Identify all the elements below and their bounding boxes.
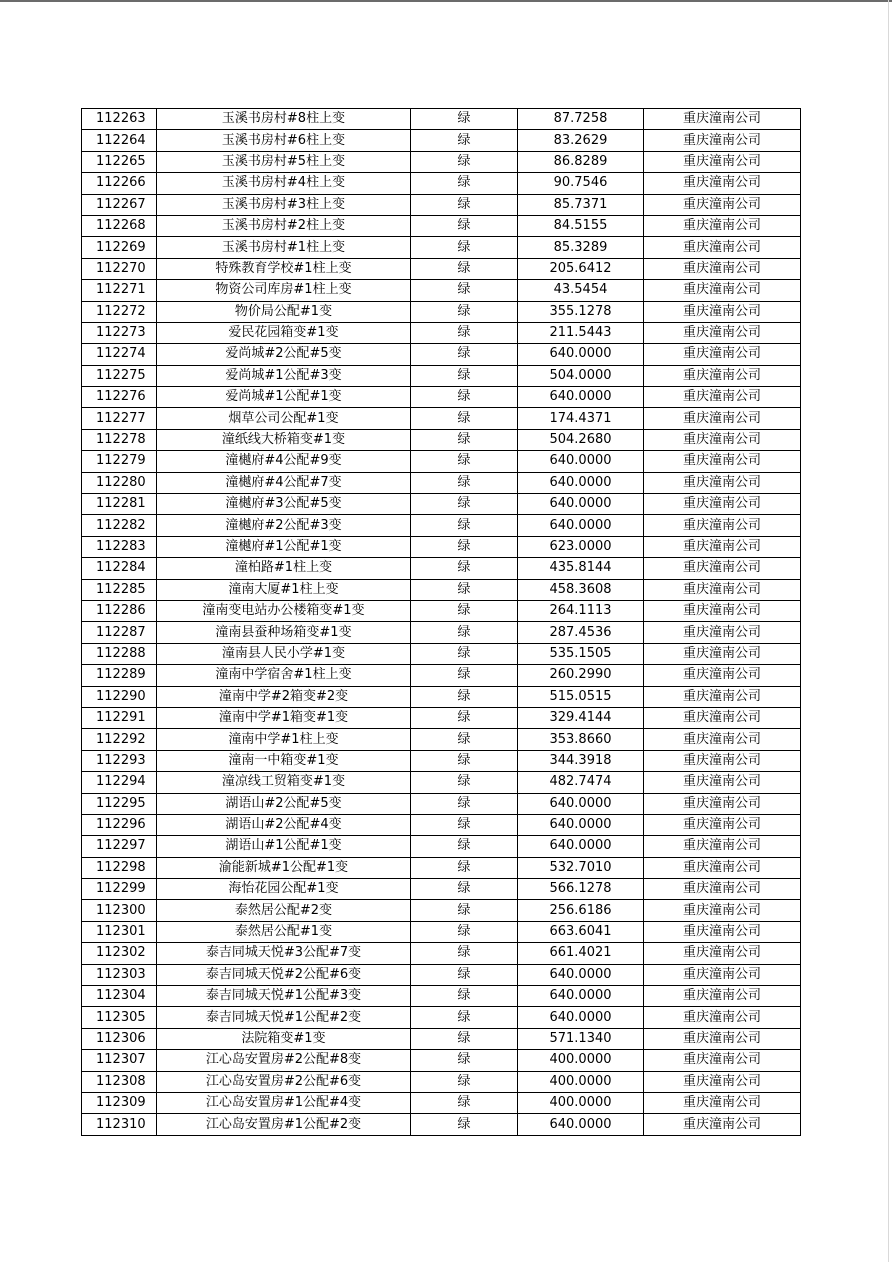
cell-value: 87.7258 xyxy=(518,109,644,130)
cell-id: 112266 xyxy=(82,173,157,194)
cell-id: 112293 xyxy=(82,750,157,771)
table-body xyxy=(82,109,801,1136)
cell-value: 84.5155 xyxy=(518,215,644,236)
cell-id: 112287 xyxy=(82,622,157,643)
cell-status: 绿 xyxy=(411,643,518,664)
cell-company: 重庆潼南公司 xyxy=(644,365,801,386)
cell-id: 112269 xyxy=(82,237,157,258)
cell-id: 112292 xyxy=(82,729,157,750)
cell-value: 90.7546 xyxy=(518,173,644,194)
table-row xyxy=(82,194,801,215)
cell-device-name: 潼纸线大桥箱变#1变 xyxy=(157,429,411,450)
cell-id: 112296 xyxy=(82,814,157,835)
cell-device-name: 潼樾府#3公配#5变 xyxy=(157,494,411,515)
cell-status: 绿 xyxy=(411,109,518,130)
table-row xyxy=(82,151,801,172)
cell-id: 112308 xyxy=(82,1071,157,1092)
cell-value: 640.0000 xyxy=(518,451,644,472)
cell-value: 623.0000 xyxy=(518,536,644,557)
cell-company: 重庆潼南公司 xyxy=(644,1114,801,1135)
cell-id: 112282 xyxy=(82,515,157,536)
cell-device-name: 潼柏路#1柱上变 xyxy=(157,558,411,579)
cell-company: 重庆潼南公司 xyxy=(644,900,801,921)
cell-value: 640.0000 xyxy=(518,814,644,835)
table-row xyxy=(82,665,801,686)
cell-value: 640.0000 xyxy=(518,344,644,365)
cell-device-name: 潼樾府#4公配#9变 xyxy=(157,451,411,472)
cell-value: 571.1340 xyxy=(518,1028,644,1049)
cell-device-name: 爱尚城#1公配#1变 xyxy=(157,387,411,408)
cell-company: 重庆潼南公司 xyxy=(644,536,801,557)
cell-company: 重庆潼南公司 xyxy=(644,943,801,964)
cell-status: 绿 xyxy=(411,1071,518,1092)
cell-status: 绿 xyxy=(411,194,518,215)
cell-status: 绿 xyxy=(411,1050,518,1071)
table-row xyxy=(82,600,801,621)
cell-device-name: 湖语山#2公配#5变 xyxy=(157,793,411,814)
cell-value: 260.2990 xyxy=(518,665,644,686)
table-row xyxy=(82,921,801,942)
cell-company: 重庆潼南公司 xyxy=(644,194,801,215)
cell-device-name: 泰吉同城天悦#1公配#3变 xyxy=(157,986,411,1007)
cell-company: 重庆潼南公司 xyxy=(644,408,801,429)
table-row xyxy=(82,215,801,236)
cell-value: 640.0000 xyxy=(518,836,644,857)
cell-id: 112270 xyxy=(82,258,157,279)
cell-id: 112271 xyxy=(82,280,157,301)
cell-company: 重庆潼南公司 xyxy=(644,494,801,515)
cell-id: 112297 xyxy=(82,836,157,857)
table-row xyxy=(82,280,801,301)
cell-company: 重庆潼南公司 xyxy=(644,258,801,279)
cell-status: 绿 xyxy=(411,943,518,964)
cell-device-name: 物价局公配#1变 xyxy=(157,301,411,322)
cell-company: 重庆潼南公司 xyxy=(644,173,801,194)
cell-status: 绿 xyxy=(411,1028,518,1049)
cell-device-name: 潼南一中箱变#1变 xyxy=(157,750,411,771)
cell-company: 重庆潼南公司 xyxy=(644,643,801,664)
cell-value: 287.4536 xyxy=(518,622,644,643)
cell-company: 重庆潼南公司 xyxy=(644,665,801,686)
table-row xyxy=(82,643,801,664)
cell-id: 112265 xyxy=(82,151,157,172)
cell-company: 重庆潼南公司 xyxy=(644,836,801,857)
cell-device-name: 潼樾府#1公配#1变 xyxy=(157,536,411,557)
cell-value: 640.0000 xyxy=(518,472,644,493)
cell-status: 绿 xyxy=(411,857,518,878)
cell-status: 绿 xyxy=(411,793,518,814)
cell-company: 重庆潼南公司 xyxy=(644,772,801,793)
cell-device-name: 泰吉同城天悦#2公配#6变 xyxy=(157,964,411,985)
cell-device-name: 潼凉线工贸箱变#1变 xyxy=(157,772,411,793)
cell-company: 重庆潼南公司 xyxy=(644,151,801,172)
cell-device-name: 泰吉同城天悦#1公配#2变 xyxy=(157,1007,411,1028)
cell-value: 256.6186 xyxy=(518,900,644,921)
table-row xyxy=(82,1092,801,1113)
cell-company: 重庆潼南公司 xyxy=(644,387,801,408)
cell-id: 112306 xyxy=(82,1028,157,1049)
cell-value: 329.4144 xyxy=(518,707,644,728)
cell-device-name: 潼南中学宿舍#1柱上变 xyxy=(157,665,411,686)
cell-company: 重庆潼南公司 xyxy=(644,1050,801,1071)
cell-company: 重庆潼南公司 xyxy=(644,707,801,728)
cell-value: 663.6041 xyxy=(518,921,644,942)
cell-status: 绿 xyxy=(411,836,518,857)
cell-company: 重庆潼南公司 xyxy=(644,280,801,301)
cell-device-name: 玉溪书房村#8柱上变 xyxy=(157,109,411,130)
cell-device-name: 江心岛安置房#1公配#2变 xyxy=(157,1114,411,1135)
table-row xyxy=(82,900,801,921)
cell-company: 重庆潼南公司 xyxy=(644,130,801,151)
cell-status: 绿 xyxy=(411,322,518,343)
table-row xyxy=(82,579,801,600)
cell-value: 353.8660 xyxy=(518,729,644,750)
cell-device-name: 潼南县蚕种场箱变#1变 xyxy=(157,622,411,643)
cell-company: 重庆潼南公司 xyxy=(644,1092,801,1113)
cell-company: 重庆潼南公司 xyxy=(644,344,801,365)
cell-device-name: 潼南变电站办公楼箱变#1变 xyxy=(157,600,411,621)
cell-device-name: 潼南中学#1箱变#1变 xyxy=(157,707,411,728)
cell-device-name: 玉溪书房村#6柱上变 xyxy=(157,130,411,151)
cell-id: 112305 xyxy=(82,1007,157,1028)
cell-value: 174.4371 xyxy=(518,408,644,429)
cell-status: 绿 xyxy=(411,173,518,194)
cell-value: 86.8289 xyxy=(518,151,644,172)
cell-device-name: 潼南大厦#1柱上变 xyxy=(157,579,411,600)
cell-company: 重庆潼南公司 xyxy=(644,814,801,835)
cell-status: 绿 xyxy=(411,301,518,322)
cell-value: 355.1278 xyxy=(518,301,644,322)
cell-value: 661.4021 xyxy=(518,943,644,964)
cell-value: 566.1278 xyxy=(518,879,644,900)
cell-status: 绿 xyxy=(411,451,518,472)
cell-company: 重庆潼南公司 xyxy=(644,600,801,621)
cell-value: 344.3918 xyxy=(518,750,644,771)
table-row xyxy=(82,536,801,557)
cell-value: 435.8144 xyxy=(518,558,644,579)
cell-id: 112295 xyxy=(82,793,157,814)
cell-status: 绿 xyxy=(411,215,518,236)
cell-device-name: 江心岛安置房#2公配#6变 xyxy=(157,1071,411,1092)
cell-id: 112273 xyxy=(82,322,157,343)
table-row xyxy=(82,986,801,1007)
cell-status: 绿 xyxy=(411,472,518,493)
cell-device-name: 湖语山#1公配#1变 xyxy=(157,836,411,857)
cell-status: 绿 xyxy=(411,921,518,942)
table-row xyxy=(82,387,801,408)
table-row xyxy=(82,1028,801,1049)
cell-status: 绿 xyxy=(411,365,518,386)
cell-company: 重庆潼南公司 xyxy=(644,515,801,536)
cell-device-name: 潼樾府#2公配#3变 xyxy=(157,515,411,536)
cell-value: 640.0000 xyxy=(518,986,644,1007)
cell-company: 重庆潼南公司 xyxy=(644,857,801,878)
table-row xyxy=(82,237,801,258)
cell-company: 重庆潼南公司 xyxy=(644,793,801,814)
cell-value: 532.7010 xyxy=(518,857,644,878)
table-row xyxy=(82,109,801,130)
cell-status: 绿 xyxy=(411,622,518,643)
cell-company: 重庆潼南公司 xyxy=(644,558,801,579)
cell-status: 绿 xyxy=(411,750,518,771)
cell-id: 112302 xyxy=(82,943,157,964)
cell-id: 112285 xyxy=(82,579,157,600)
cell-device-name: 玉溪书房村#3柱上变 xyxy=(157,194,411,215)
cell-status: 绿 xyxy=(411,964,518,985)
table-row xyxy=(82,622,801,643)
cell-status: 绿 xyxy=(411,772,518,793)
cell-value: 400.0000 xyxy=(518,1092,644,1113)
cell-id: 112303 xyxy=(82,964,157,985)
cell-id: 112301 xyxy=(82,921,157,942)
cell-id: 112300 xyxy=(82,900,157,921)
cell-company: 重庆潼南公司 xyxy=(644,964,801,985)
cell-id: 112298 xyxy=(82,857,157,878)
cell-value: 85.3289 xyxy=(518,237,644,258)
table-row xyxy=(82,814,801,835)
cell-id: 112280 xyxy=(82,472,157,493)
cell-value: 640.0000 xyxy=(518,387,644,408)
cell-value: 640.0000 xyxy=(518,1007,644,1028)
cell-device-name: 海怡花园公配#1变 xyxy=(157,879,411,900)
table-row xyxy=(82,429,801,450)
cell-id: 112274 xyxy=(82,344,157,365)
cell-status: 绿 xyxy=(411,1092,518,1113)
cell-id: 112309 xyxy=(82,1092,157,1113)
cell-value: 400.0000 xyxy=(518,1050,644,1071)
table-row xyxy=(82,494,801,515)
cell-id: 112286 xyxy=(82,600,157,621)
table-row xyxy=(82,793,801,814)
cell-company: 重庆潼南公司 xyxy=(644,622,801,643)
cell-id: 112310 xyxy=(82,1114,157,1135)
cell-status: 绿 xyxy=(411,686,518,707)
cell-device-name: 泰然居公配#1变 xyxy=(157,921,411,942)
cell-status: 绿 xyxy=(411,600,518,621)
table-row xyxy=(82,1050,801,1071)
cell-status: 绿 xyxy=(411,986,518,1007)
cell-status: 绿 xyxy=(411,665,518,686)
table-row xyxy=(82,558,801,579)
cell-value: 211.5443 xyxy=(518,322,644,343)
cell-status: 绿 xyxy=(411,707,518,728)
cell-company: 重庆潼南公司 xyxy=(644,472,801,493)
cell-company: 重庆潼南公司 xyxy=(644,921,801,942)
cell-status: 绿 xyxy=(411,429,518,450)
data-table xyxy=(81,108,801,1136)
page-top-rule xyxy=(0,0,892,2)
table-row xyxy=(82,964,801,985)
cell-device-name: 法院箱变#1变 xyxy=(157,1028,411,1049)
table-row xyxy=(82,515,801,536)
cell-company: 重庆潼南公司 xyxy=(644,579,801,600)
cell-value: 85.7371 xyxy=(518,194,644,215)
cell-value: 535.1505 xyxy=(518,643,644,664)
cell-value: 504.0000 xyxy=(518,365,644,386)
cell-company: 重庆潼南公司 xyxy=(644,750,801,771)
cell-company: 重庆潼南公司 xyxy=(644,1028,801,1049)
cell-status: 绿 xyxy=(411,258,518,279)
page-edge xyxy=(888,0,889,1262)
cell-company: 重庆潼南公司 xyxy=(644,986,801,1007)
cell-company: 重庆潼南公司 xyxy=(644,429,801,450)
cell-status: 绿 xyxy=(411,387,518,408)
cell-device-name: 渝能新城#1公配#1变 xyxy=(157,857,411,878)
cell-id: 112294 xyxy=(82,772,157,793)
cell-value: 43.5454 xyxy=(518,280,644,301)
cell-device-name: 爱尚城#1公配#3变 xyxy=(157,365,411,386)
cell-company: 重庆潼南公司 xyxy=(644,686,801,707)
cell-device-name: 泰然居公配#2变 xyxy=(157,900,411,921)
cell-id: 112277 xyxy=(82,408,157,429)
cell-company: 重庆潼南公司 xyxy=(644,301,801,322)
table-row xyxy=(82,879,801,900)
table-row xyxy=(82,322,801,343)
cell-id: 112267 xyxy=(82,194,157,215)
table-row xyxy=(82,857,801,878)
cell-device-name: 潼南中学#2箱变#2变 xyxy=(157,686,411,707)
cell-device-name: 湖语山#2公配#4变 xyxy=(157,814,411,835)
table-row xyxy=(82,1114,801,1135)
cell-device-name: 江心岛安置房#1公配#4变 xyxy=(157,1092,411,1113)
table-row xyxy=(82,772,801,793)
cell-value: 482.7474 xyxy=(518,772,644,793)
cell-company: 重庆潼南公司 xyxy=(644,215,801,236)
cell-status: 绿 xyxy=(411,900,518,921)
table-row xyxy=(82,344,801,365)
cell-company: 重庆潼南公司 xyxy=(644,729,801,750)
cell-id: 112288 xyxy=(82,643,157,664)
cell-company: 重庆潼南公司 xyxy=(644,879,801,900)
cell-status: 绿 xyxy=(411,130,518,151)
cell-status: 绿 xyxy=(411,729,518,750)
cell-status: 绿 xyxy=(411,151,518,172)
cell-id: 112281 xyxy=(82,494,157,515)
cell-id: 112299 xyxy=(82,879,157,900)
cell-status: 绿 xyxy=(411,408,518,429)
cell-id: 112284 xyxy=(82,558,157,579)
table-row xyxy=(82,258,801,279)
cell-value: 515.0515 xyxy=(518,686,644,707)
cell-status: 绿 xyxy=(411,237,518,258)
table-row xyxy=(82,1007,801,1028)
cell-value: 504.2680 xyxy=(518,429,644,450)
cell-device-name: 爱民花园箱变#1变 xyxy=(157,322,411,343)
cell-status: 绿 xyxy=(411,515,518,536)
cell-device-name: 爱尚城#2公配#5变 xyxy=(157,344,411,365)
cell-status: 绿 xyxy=(411,536,518,557)
cell-device-name: 玉溪书房村#4柱上变 xyxy=(157,173,411,194)
cell-id: 112291 xyxy=(82,707,157,728)
table-row xyxy=(82,1071,801,1092)
table-row xyxy=(82,836,801,857)
cell-value: 640.0000 xyxy=(518,1114,644,1135)
cell-device-name: 潼南县人民小学#1变 xyxy=(157,643,411,664)
cell-device-name: 玉溪书房村#5柱上变 xyxy=(157,151,411,172)
cell-status: 绿 xyxy=(411,494,518,515)
cell-device-name: 玉溪书房村#1柱上变 xyxy=(157,237,411,258)
cell-status: 绿 xyxy=(411,558,518,579)
table-row xyxy=(82,130,801,151)
cell-company: 重庆潼南公司 xyxy=(644,322,801,343)
cell-id: 112283 xyxy=(82,536,157,557)
cell-id: 112268 xyxy=(82,215,157,236)
table-row xyxy=(82,408,801,429)
cell-status: 绿 xyxy=(411,1114,518,1135)
cell-value: 205.6412 xyxy=(518,258,644,279)
cell-id: 112272 xyxy=(82,301,157,322)
table-row xyxy=(82,365,801,386)
cell-id: 112279 xyxy=(82,451,157,472)
cell-status: 绿 xyxy=(411,579,518,600)
cell-company: 重庆潼南公司 xyxy=(644,109,801,130)
cell-id: 112263 xyxy=(82,109,157,130)
cell-company: 重庆潼南公司 xyxy=(644,1071,801,1092)
cell-value: 640.0000 xyxy=(518,964,644,985)
cell-status: 绿 xyxy=(411,280,518,301)
cell-status: 绿 xyxy=(411,344,518,365)
cell-device-name: 特殊教育学校#1柱上变 xyxy=(157,258,411,279)
cell-id: 112264 xyxy=(82,130,157,151)
table-row xyxy=(82,472,801,493)
cell-status: 绿 xyxy=(411,1007,518,1028)
cell-value: 400.0000 xyxy=(518,1071,644,1092)
cell-id: 112278 xyxy=(82,429,157,450)
table-row xyxy=(82,707,801,728)
cell-company: 重庆潼南公司 xyxy=(644,237,801,258)
cell-value: 640.0000 xyxy=(518,515,644,536)
cell-device-name: 潼樾府#4公配#7变 xyxy=(157,472,411,493)
cell-device-name: 烟草公司公配#1变 xyxy=(157,408,411,429)
cell-device-name: 潼南中学#1柱上变 xyxy=(157,729,411,750)
cell-device-name: 物资公司库房#1柱上变 xyxy=(157,280,411,301)
cell-status: 绿 xyxy=(411,879,518,900)
cell-id: 112307 xyxy=(82,1050,157,1071)
cell-value: 640.0000 xyxy=(518,494,644,515)
table-row xyxy=(82,451,801,472)
cell-status: 绿 xyxy=(411,814,518,835)
table-row xyxy=(82,729,801,750)
cell-company: 重庆潼南公司 xyxy=(644,1007,801,1028)
cell-device-name: 泰吉同城天悦#3公配#7变 xyxy=(157,943,411,964)
cell-company: 重庆潼南公司 xyxy=(644,451,801,472)
table-row xyxy=(82,686,801,707)
cell-value: 83.2629 xyxy=(518,130,644,151)
cell-value: 640.0000 xyxy=(518,793,644,814)
cell-id: 112290 xyxy=(82,686,157,707)
table-row xyxy=(82,943,801,964)
table-row xyxy=(82,301,801,322)
cell-value: 264.1113 xyxy=(518,600,644,621)
cell-id: 112275 xyxy=(82,365,157,386)
cell-value: 458.3608 xyxy=(518,579,644,600)
table-row xyxy=(82,750,801,771)
cell-id: 112276 xyxy=(82,387,157,408)
cell-id: 112304 xyxy=(82,986,157,1007)
cell-device-name: 玉溪书房村#2柱上变 xyxy=(157,215,411,236)
cell-id: 112289 xyxy=(82,665,157,686)
table-row xyxy=(82,173,801,194)
cell-device-name: 江心岛安置房#2公配#8变 xyxy=(157,1050,411,1071)
